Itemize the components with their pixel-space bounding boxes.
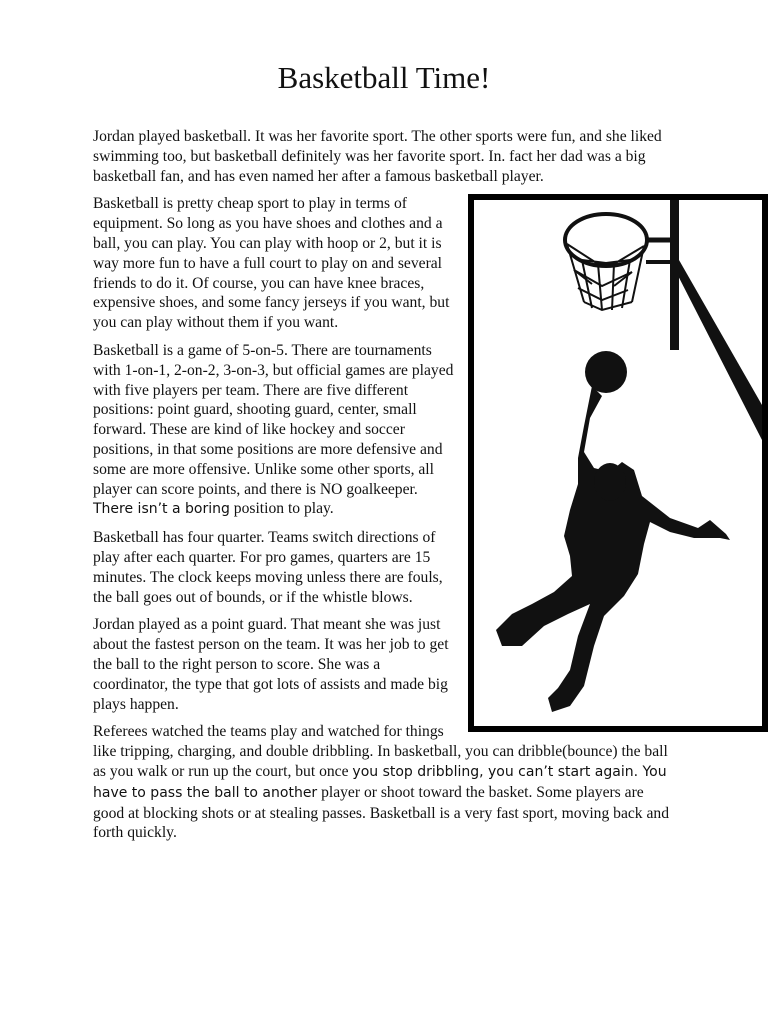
paragraph-3-text: Basketball is a game of 5-on-5. There are tournaments with 1-on-1, 2-on-2, 3-on-3, but official games are played with five players per team. There are five different positions: point guard, shooting guard, center, small forward. These are kind of like hockey and soccer positions, in that some positions are more defensive and some are more offensive. Unlike some other sports, all player can score points, and there is NO goalkeeper.	[93, 341, 454, 498]
page-title: Basketball Time!	[277, 60, 491, 95]
paragraph-3-sans-fragment: There isn’t a boring	[93, 501, 230, 518]
paragraph-3-tail: position to play.	[229, 500, 334, 518]
paragraph-2: Basketball is pretty cheap sport to play in terms of equipment. So long as you have shoes and clothes and a ball, you can play. You can play with hoop or 2, but it is way more fun to have a full court to play on and several friends to do it. Of course, you can have knee braces, expensive shoes, and some fancy jerseys if you want, but you can play without them if you want.	[93, 195, 450, 332]
paragraph-5: Jordan played as a point guard. That meant she was just about the fastest person on the team. It was her job to get the ball to the right person to score. She was a coordinator, the type that got lots of assists and made big plays happen.	[93, 616, 449, 713]
paragraph-6-tail: player or shoot toward the basket. Some players are good at blocking shots or at stealing passes. Basketball is a very fast sport, moving back and forth quickly.	[93, 783, 669, 842]
paragraph-6-text: Referees watched the teams play and watched for things like tripping, charging, and double dribbling. In basketball, you can dribble(bounce) the ball as you walk or run up the court, but once	[93, 723, 668, 780]
paragraph-1: Jordan played basketball. It was her favorite sport. The other sports were fun, and she liked swimming too, but basketball definitely was her favorite sport. In. fact her dad was a big basketball fan, and has even named her after a famous basketball player.	[93, 128, 662, 185]
body-text	[93, 127, 675, 851]
paragraph-4: Basketball has four quarter. Teams switch directions of play after each quarter. For pro games, quarters are 15 minutes. The clock keeps moving unless there are fouls, the ball goes out of bounds, or if the whistle blows.	[93, 529, 443, 606]
basketball-player-illustration	[468, 194, 768, 732]
paragraph-6	[93, 722, 675, 843]
paragraph-6-sans-fragment: you stop dribbling, you can’t start again. You have to pass the ball to another	[93, 763, 667, 801]
slam-dunk-silhouette-icon	[474, 200, 762, 726]
